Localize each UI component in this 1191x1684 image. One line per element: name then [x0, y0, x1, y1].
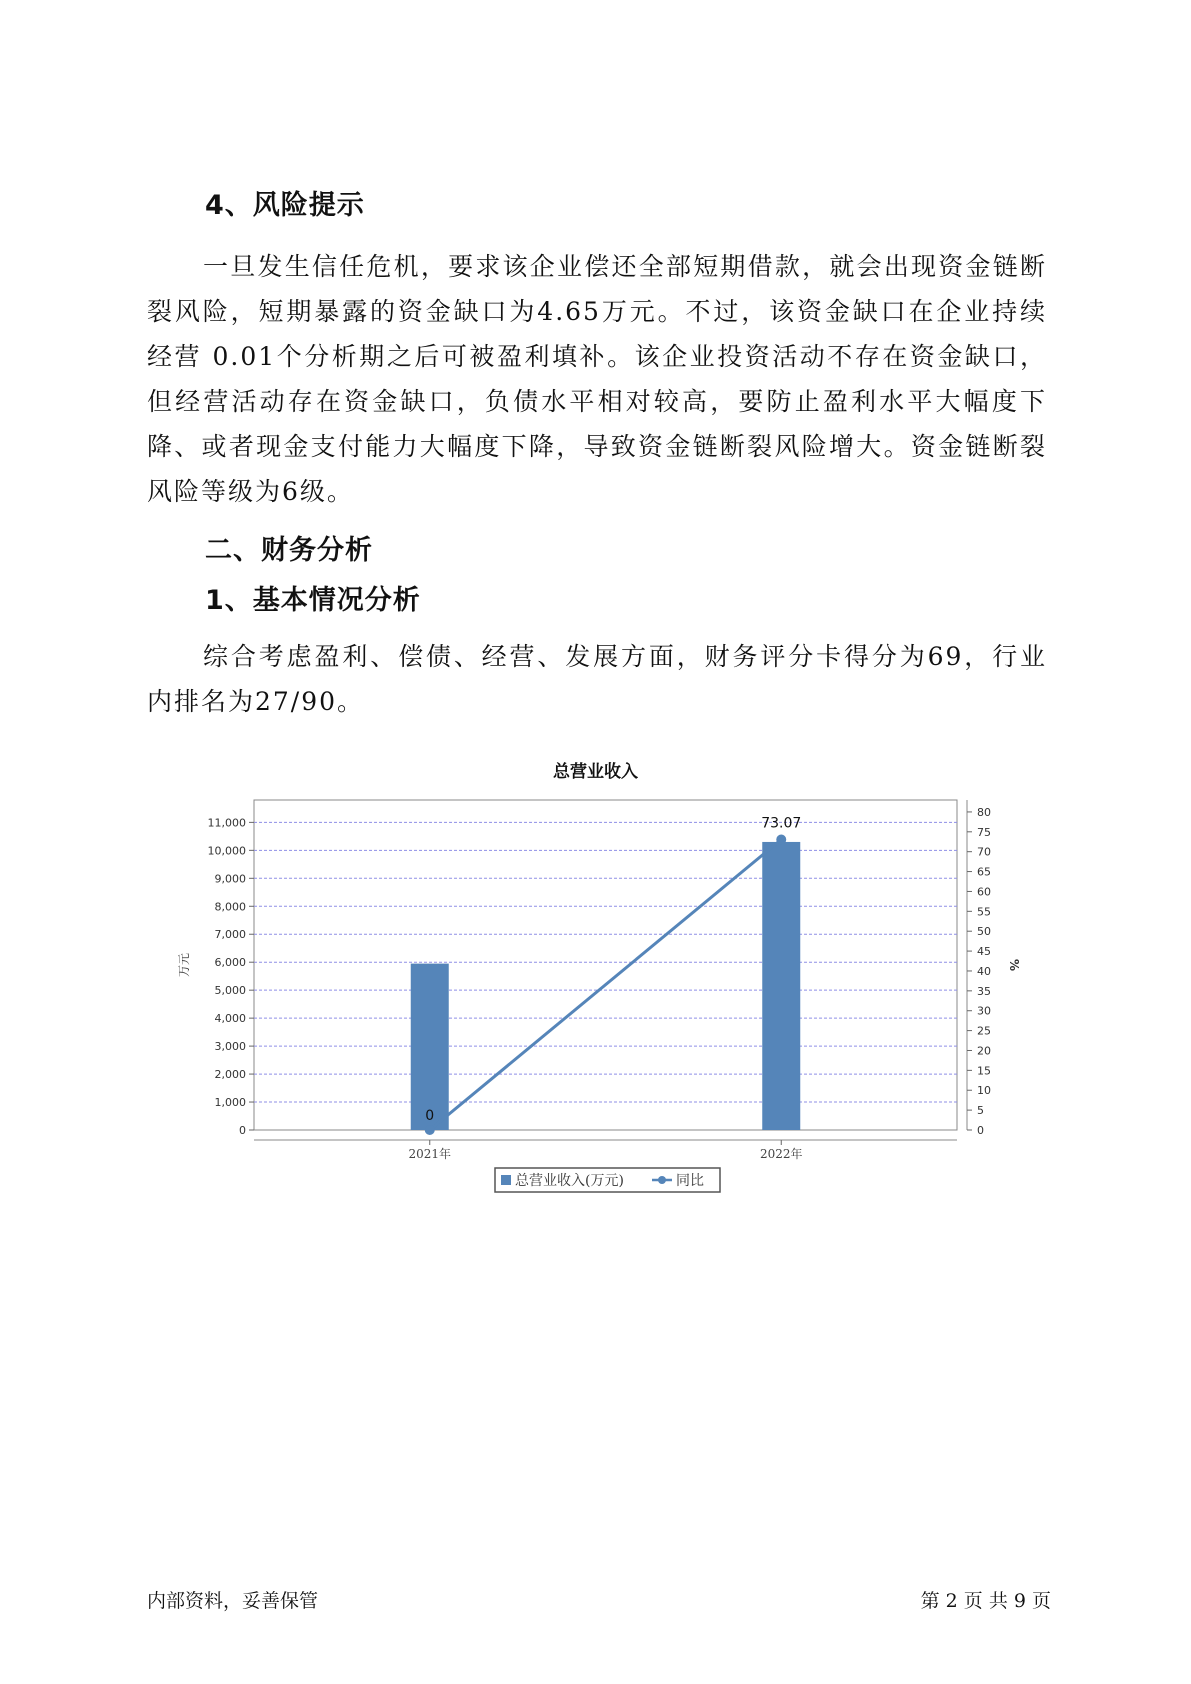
legend-swatch-marker: [658, 1176, 666, 1184]
y-right-tick-label: 25: [977, 1024, 991, 1038]
data-label-0: 0: [425, 1108, 435, 1124]
y-right-tick-label: 20: [977, 1044, 991, 1058]
line-point-1: [776, 834, 786, 844]
y-right-tick-label: 10: [977, 1084, 991, 1098]
bar-revenue-0: [411, 964, 449, 1130]
y-axis-title: 万元: [177, 952, 191, 978]
y-right-tick-label: 35: [977, 984, 991, 998]
y-tick-label: 8,000: [214, 900, 246, 914]
y-right-tick-label: 50: [977, 925, 991, 939]
legend-label-line: 同比: [676, 1173, 704, 1189]
section-heading-finance: 二、财务分析: [205, 535, 373, 566]
y-right-tick-label: 15: [977, 1064, 991, 1078]
y-right-tick-label: 45: [977, 945, 991, 959]
y-right-tick-label: 80: [977, 805, 991, 819]
y-tick-label: 6,000: [214, 956, 246, 970]
risk-paragraph: 一旦发生信任危机，要求该企业偿还全部短期借款，就会出现资金链断裂风险，短期暴露的资金缺口为4.65万元。不过，该资金缺口在企业持续经营 0.01个分析期之后可被盈利填补。该企业投资活动不存在资金缺口，但经营活动存在资金缺口，负债水平相对较高，要防止盈利水平大幅度下降、或者现金支付能力大幅度下降，导致资金链断裂风险增大。资金链断裂风险等级为6级。: [147, 252, 1047, 506]
legend-swatch-bar: [501, 1175, 511, 1185]
y-tick-label: 0: [239, 1124, 246, 1137]
footer-note: 内部资料，妥善保管: [147, 1590, 319, 1612]
y-tick-label: 9,000: [214, 872, 246, 886]
chart-title: 总营业收入: [553, 762, 638, 782]
line-point-0: [425, 1125, 435, 1135]
basic-paragraph: 综合考虑盈利、偿债、经营、发展方面，财务评分卡得分为69，行业内排名为27/90。: [147, 642, 1047, 716]
page-number: 第 2 页 共 9 页: [920, 1590, 1051, 1612]
y-right-tick-label: 40: [977, 964, 991, 978]
legend-label-bar: 总营业收入(万元): [515, 1173, 624, 1189]
y-tick-label: 7,000: [214, 928, 246, 942]
revenue-chart: [150, 780, 1050, 1210]
y-right-tick-label: 0: [977, 1124, 984, 1137]
y-right-tick-label: 60: [977, 885, 991, 899]
y-tick-label: 3,000: [214, 1040, 246, 1054]
bar-revenue-1: [762, 842, 800, 1130]
data-label-1: 73.07: [761, 815, 802, 832]
y-tick-label: 10,000: [207, 844, 246, 858]
x-tick-label: 2021年: [408, 1147, 452, 1161]
y-tick-label: 5,000: [214, 984, 246, 998]
x-tick-label: 2022年: [759, 1147, 803, 1161]
y-right-tick-label: 5: [977, 1104, 984, 1118]
plot-frame: [254, 800, 957, 1130]
y-right-tick-label: 30: [977, 1004, 991, 1018]
y-tick-label: 4,000: [214, 1012, 246, 1026]
y-right-tick-label: 75: [977, 825, 991, 839]
y-right-tick-label: 55: [977, 905, 991, 919]
section-heading-risk: 4、风险提示: [205, 190, 365, 221]
subsection-heading-basic: 1、基本情况分析: [205, 585, 421, 616]
y-right-tick-label: 65: [977, 865, 991, 879]
y-tick-label: 11,000: [207, 816, 246, 830]
y-right-axis-title: %: [1007, 958, 1021, 972]
y-tick-label: 1,000: [214, 1096, 246, 1110]
y-tick-label: 2,000: [214, 1068, 246, 1082]
y-right-tick-label: 70: [977, 845, 991, 859]
